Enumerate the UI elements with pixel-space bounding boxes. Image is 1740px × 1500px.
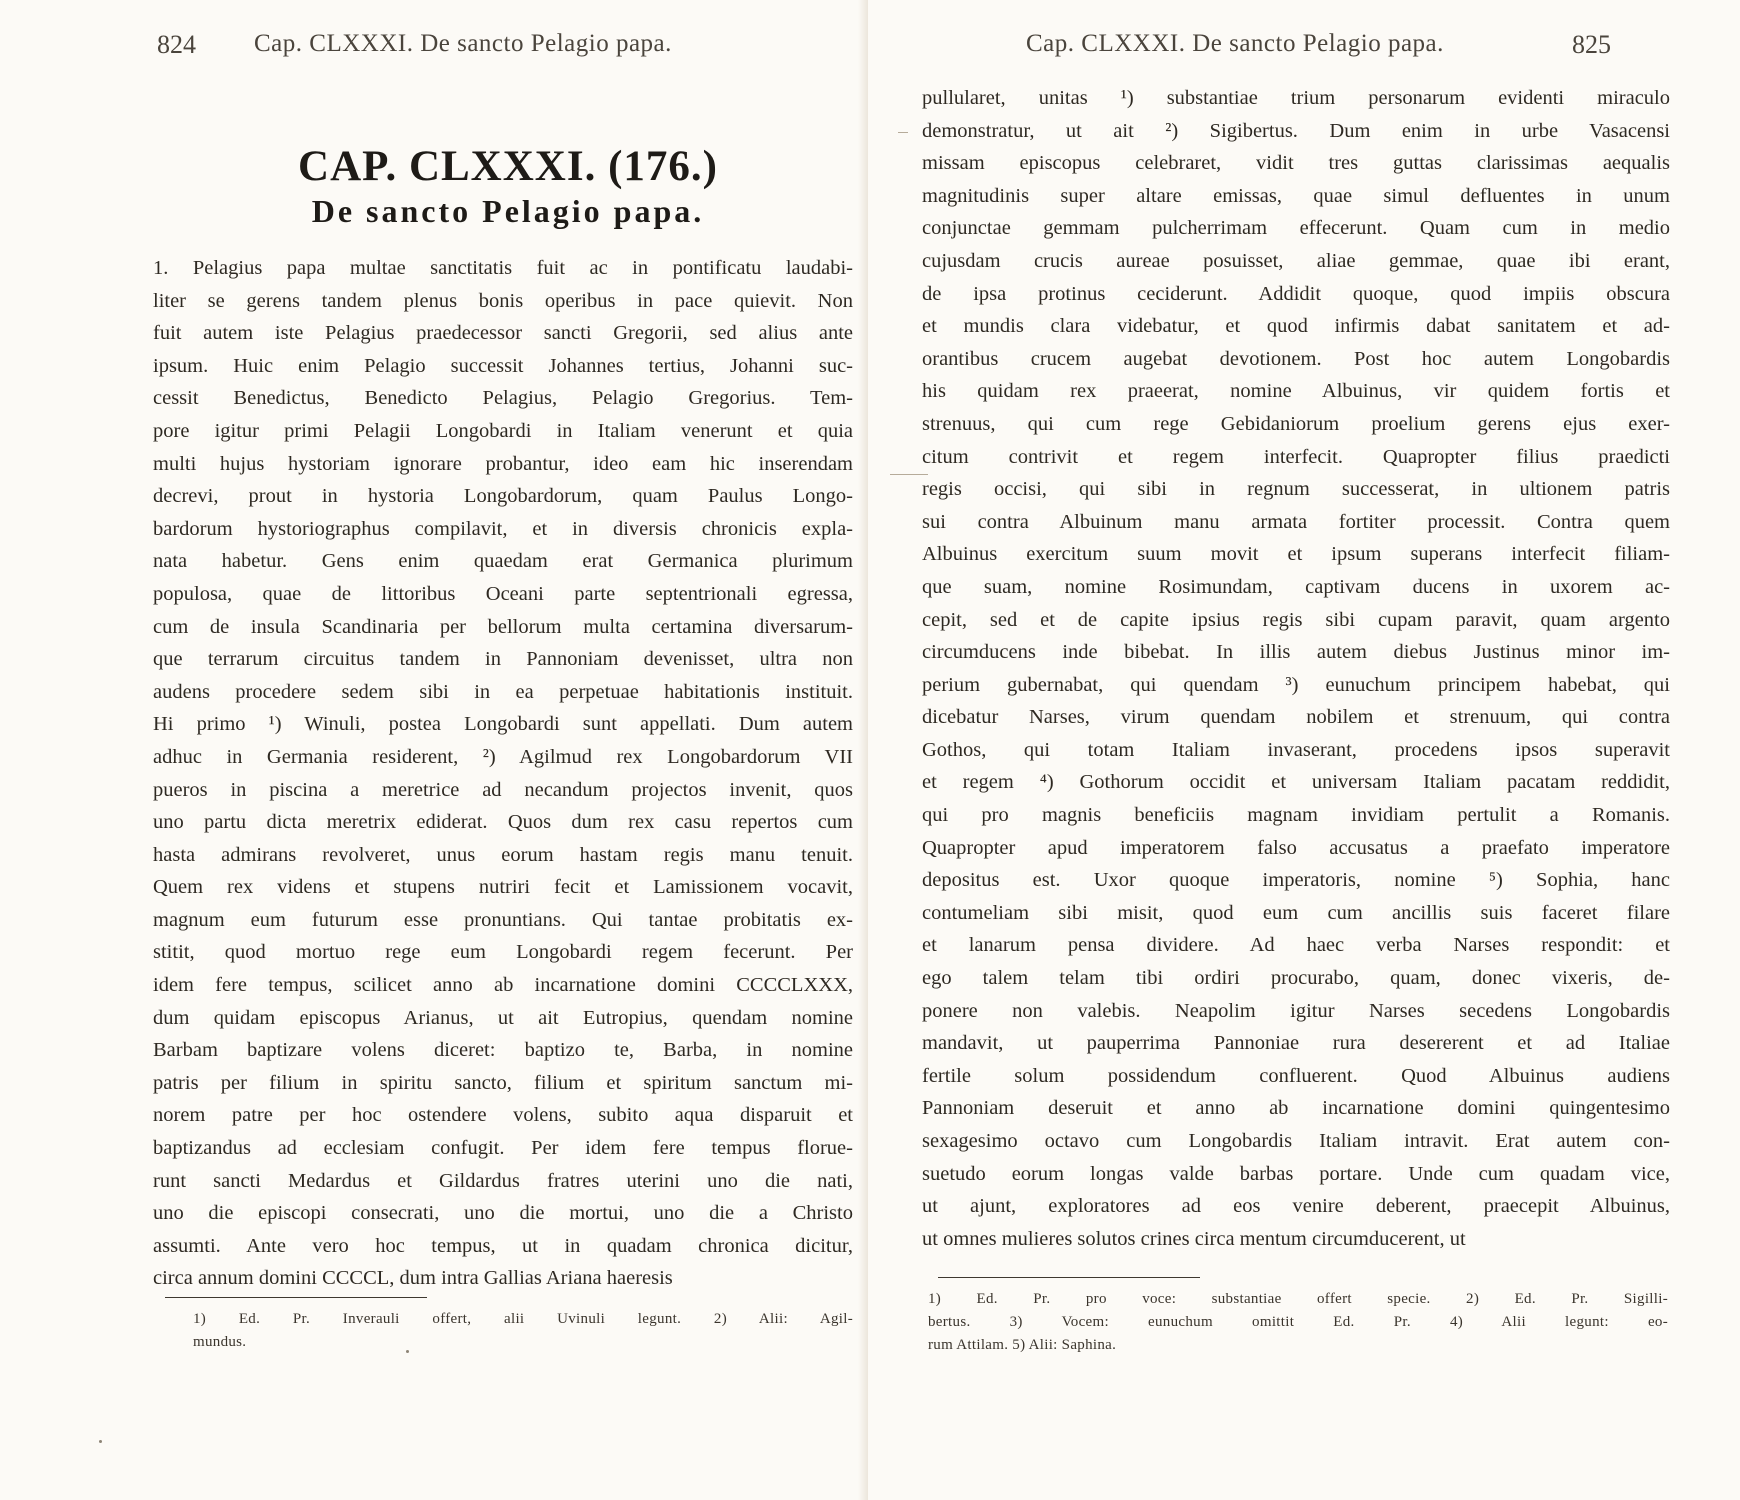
text-line: multi hujus hystoriam ignorare probantur, ideo eam hic inserendam xyxy=(153,452,853,475)
text-line: uno die episcopi consecrati, uno die mortui, uno die a Christo xyxy=(153,1202,853,1225)
text-line: qui pro magnis beneficiis magnam invidiam pertulit a Romanis. xyxy=(922,804,1670,827)
right-page xyxy=(868,0,1740,1500)
left-footnote-rule xyxy=(165,1297,427,1298)
text-line: Quapropter apud imperatorem falso accusatus a praefato imperatore xyxy=(922,836,1670,859)
text-line: fuit autem iste Pelagius praedecessor sancti Gregorii, sed alius ante xyxy=(153,322,853,345)
text-line: cujusdam crucis aureae posuisset, aliae gemmae, quae ibi erant, xyxy=(922,249,1670,272)
text-line: magnitudinis super altare emissas, quae simul defluentes in unum xyxy=(922,184,1670,207)
page-speck xyxy=(99,1440,102,1443)
text-line: audens procedere sedem sibi in ea perpetuae habitationis instituit. xyxy=(153,680,853,703)
text-line: fertile solum possidendum confluerent. Quod Albuinus audiens xyxy=(922,1064,1670,1087)
left-body-text xyxy=(153,252,853,1295)
text-line: depositus est. Uxor quoque imperatoris, nomine ⁵) Sophia, hanc xyxy=(922,869,1670,892)
text-line: hasta admirans revolveret, unus eorum hastam regis manu tenuit. xyxy=(153,843,853,866)
left-page-number: 824 xyxy=(157,30,196,59)
text-line: cepit, sed et de capite ipsius regis sibi cupam paravit, quam argento xyxy=(922,608,1670,631)
text-line: magnum eum futurum esse pronuntians. Qui tantae probitatis ex- xyxy=(153,908,853,931)
text-line: demonstratur, ut ait ²) Sigibertus. Dum enim in urbe Vasacensi xyxy=(922,119,1670,142)
text-line: strenuus, qui cum rege Gebidaniorum proelium gerens ejus exer- xyxy=(922,412,1670,435)
text-line: baptizandus ad ecclesiam confugit. Per idem fere tempus florue- xyxy=(153,1137,853,1160)
text-line: conjunctae gemmam pulcherrimam effecerunt. Quam cum in medio xyxy=(922,217,1670,240)
text-line: perium gubernabat, qui quendam ³) eunuchum principem habebat, qui xyxy=(922,673,1670,696)
footnote-line: bertus. 3) Vocem: eunuchum omittit Ed. Pr. 4) Alii legunt: eo- xyxy=(928,1314,1668,1330)
text-line: Barbam baptizare volens diceret: baptizo te, Barba, in nomine xyxy=(153,1039,853,1062)
text-line: idem fere tempus, scilicet anno ab incarnatione domini CCCCLXXX, xyxy=(153,974,853,997)
text-line: de ipsa protinus ceciderunt. Addidit quoque, quod impiis obscura xyxy=(922,282,1670,305)
text-line: dum quidam episcopus Arianus, ut ait Eutropius, quendam nomine xyxy=(153,1006,853,1029)
text-line: populosa, quae de littoribus Oceani parte septentrionali egressa, xyxy=(153,582,853,605)
text-line: dicebatur Narses, virum quendam nobilem et strenuum, qui contra xyxy=(922,706,1670,729)
text-line: his quidam rex praeerat, nomine Albuinus, vir quidem fortis et xyxy=(922,380,1670,403)
right-footnotes xyxy=(928,1288,1668,1357)
text-line: decrevi, prout in hystoria Longobardorum, quam Paulus Longo- xyxy=(153,485,853,508)
page-speck xyxy=(406,1350,409,1353)
text-line: et lanarum pensa dividere. Ad haec verba Narses respondit: et xyxy=(922,934,1670,957)
text-line: ipsum. Huic enim Pelagio successit Johannes tertius, Johanni suc- xyxy=(153,354,853,377)
text-line: circumducens inde bibebat. In illis autem diebus Justinus minor im- xyxy=(922,641,1670,664)
right-running-head xyxy=(868,30,1740,66)
text-line: stitit, quod mortuo rege eum Longobardi regem fecerunt. Per xyxy=(153,941,853,964)
margin-mark xyxy=(898,132,908,133)
text-line: orantibus crucem augebat devotionem. Post hoc autem Longobardis xyxy=(922,347,1670,370)
footnote-line: 1) Ed. Pr. pro voce: substantiae offert specie. 2) Ed. Pr. Sigilli- xyxy=(928,1291,1668,1307)
text-line: nata habetur. Gens enim quaedam erat Germanica plurimum xyxy=(153,550,853,573)
text-line: adhuc in Germania residerent, ²) Agilmud rex Longobardorum VII xyxy=(153,745,853,768)
text-line: mandavit, ut pauperrima Pannoniae rura desererent et ad Italiae xyxy=(922,1032,1670,1055)
text-line: que suam, nomine Rosimundam, captivam ducens in uxorem ac- xyxy=(922,575,1670,598)
text-line: ponere non valebis. Neapolim igitur Narses secedens Longobardis xyxy=(922,999,1670,1022)
right-body-text xyxy=(922,82,1670,1255)
left-running-head xyxy=(0,30,868,66)
text-line: ut omnes mulieres solutos crines circa mentum circumducerent, ut xyxy=(922,1227,1466,1250)
text-line: cum de insula Scandinaria per bellorum multa certamina diversarum- xyxy=(153,615,853,638)
text-line: citum contrivit et regem interfecit. Quapropter filius praedicti xyxy=(922,445,1670,468)
text-line: contumeliam sibi misit, quod eum cum ancillis suis faceret filare xyxy=(922,901,1670,924)
text-line: pullularet, unitas ¹) substantiae trium personarum evidenti miraculo xyxy=(922,87,1670,109)
footnote-line: 1) Ed. Pr. Inverauli offert, alii Uvinuli legunt. 2) Alii: Agil- xyxy=(193,1311,853,1327)
text-line: patris per filium in spiritu sancto, filium et spiritum sanctum mi- xyxy=(153,1071,853,1094)
text-line: ut ajunt, exploratores ad eos venire deberent, praecepit Albuinus, xyxy=(922,1195,1670,1218)
text-line: ego talem telam tibi ordiri procurabo, quam, donec vixeris, de- xyxy=(922,967,1670,990)
text-line: Albuinus exercitum suum movit et ipsum superans interfecit filiam- xyxy=(922,543,1670,566)
text-line: runt sancti Medardus et Gildardus fratres uterini uno die nati, xyxy=(153,1169,853,1192)
right-page-number: 825 xyxy=(1572,30,1611,59)
text-line: Pannoniam deseruit et anno ab incarnatione domini quingentesimo xyxy=(922,1097,1670,1120)
text-line: et mundis clara videbatur, et quod infirmis dabat sanitatem et ad- xyxy=(922,315,1670,338)
text-line: Hi primo ¹) Winuli, postea Longobardi sunt appellati. Dum autem xyxy=(153,713,853,736)
text-line: sexagesimo octavo cum Longobardis Italiam intravit. Erat autem con- xyxy=(922,1130,1670,1152)
text-line: Gothos, qui totam Italiam invaserant, procedens ipsos superavit xyxy=(922,738,1670,761)
text-line: que terrarum circuitus tandem in Pannoniam devenisset, ultra non xyxy=(153,648,853,671)
text-line: pueros in piscina a meretrice ad necandum projectos invenit, quos xyxy=(153,778,853,801)
text-line: uno partu dicta meretrix ediderat. Quos dum rex casu repertos cum xyxy=(153,811,853,834)
text-line: cessit Benedictus, Benedicto Pelagius, Pelagio Gregorius. Tem- xyxy=(153,387,853,410)
text-line: 1. Pelagius papa multae sanctitatis fuit ac in pontificatu laudabi- xyxy=(153,257,853,279)
footnote-line: rum Attilam. 5) Alii: Saphina. xyxy=(928,1337,1117,1353)
left-footnotes xyxy=(193,1308,853,1354)
text-line: missam episcopus celebraret, vidit tres guttas clarissimas aequalis xyxy=(922,152,1670,175)
chapter-heading: CAP. CLXXXI. (176.) xyxy=(298,143,718,190)
text-line: et regem ⁴) Gothorum occidit et universam Italiam pacatam reddidit, xyxy=(922,771,1670,794)
text-line: circa annum domini CCCCL, dum intra Gallias Ariana haeresis xyxy=(153,1267,673,1290)
text-line: suetudo eorum longas valde barbas portare. Unde cum quadam vice, xyxy=(922,1162,1670,1185)
chapter-title: De sancto Pelagio papa. xyxy=(311,193,705,229)
text-line: assumti. Ante vero hoc tempus, ut in quadam chronica dicitur, xyxy=(153,1234,853,1257)
text-line: norem patre per hoc ostendere volens, subito aqua disparuit et xyxy=(153,1104,853,1127)
text-line: sui contra Albuinum manu armata fortiter processit. Contra quem xyxy=(922,510,1670,533)
text-line: bardorum hystoriographus compilavit, et in diversis chronicis expla- xyxy=(153,517,853,540)
right-footnote-rule xyxy=(938,1277,1200,1278)
footnote-line: mundus. xyxy=(193,1334,247,1350)
left-running-title: Cap. CLXXXI. De sancto Pelagio papa. xyxy=(254,30,672,57)
text-line: pore igitur primi Pelagii Longobardi in Italiam venerunt et quia xyxy=(153,419,853,442)
left-page xyxy=(0,0,868,1500)
text-line: liter se gerens tandem plenus bonis operibus in pace quievit. Non xyxy=(153,289,853,312)
right-running-title: Cap. CLXXXI. De sancto Pelagio papa. xyxy=(1026,30,1444,57)
text-line: regis occisi, qui sibi in regnum successerat, in ultionem patris xyxy=(922,478,1670,501)
text-line: Quem rex videns et stupens nutriri fecit et Lamissionem vocavit, xyxy=(153,876,853,899)
